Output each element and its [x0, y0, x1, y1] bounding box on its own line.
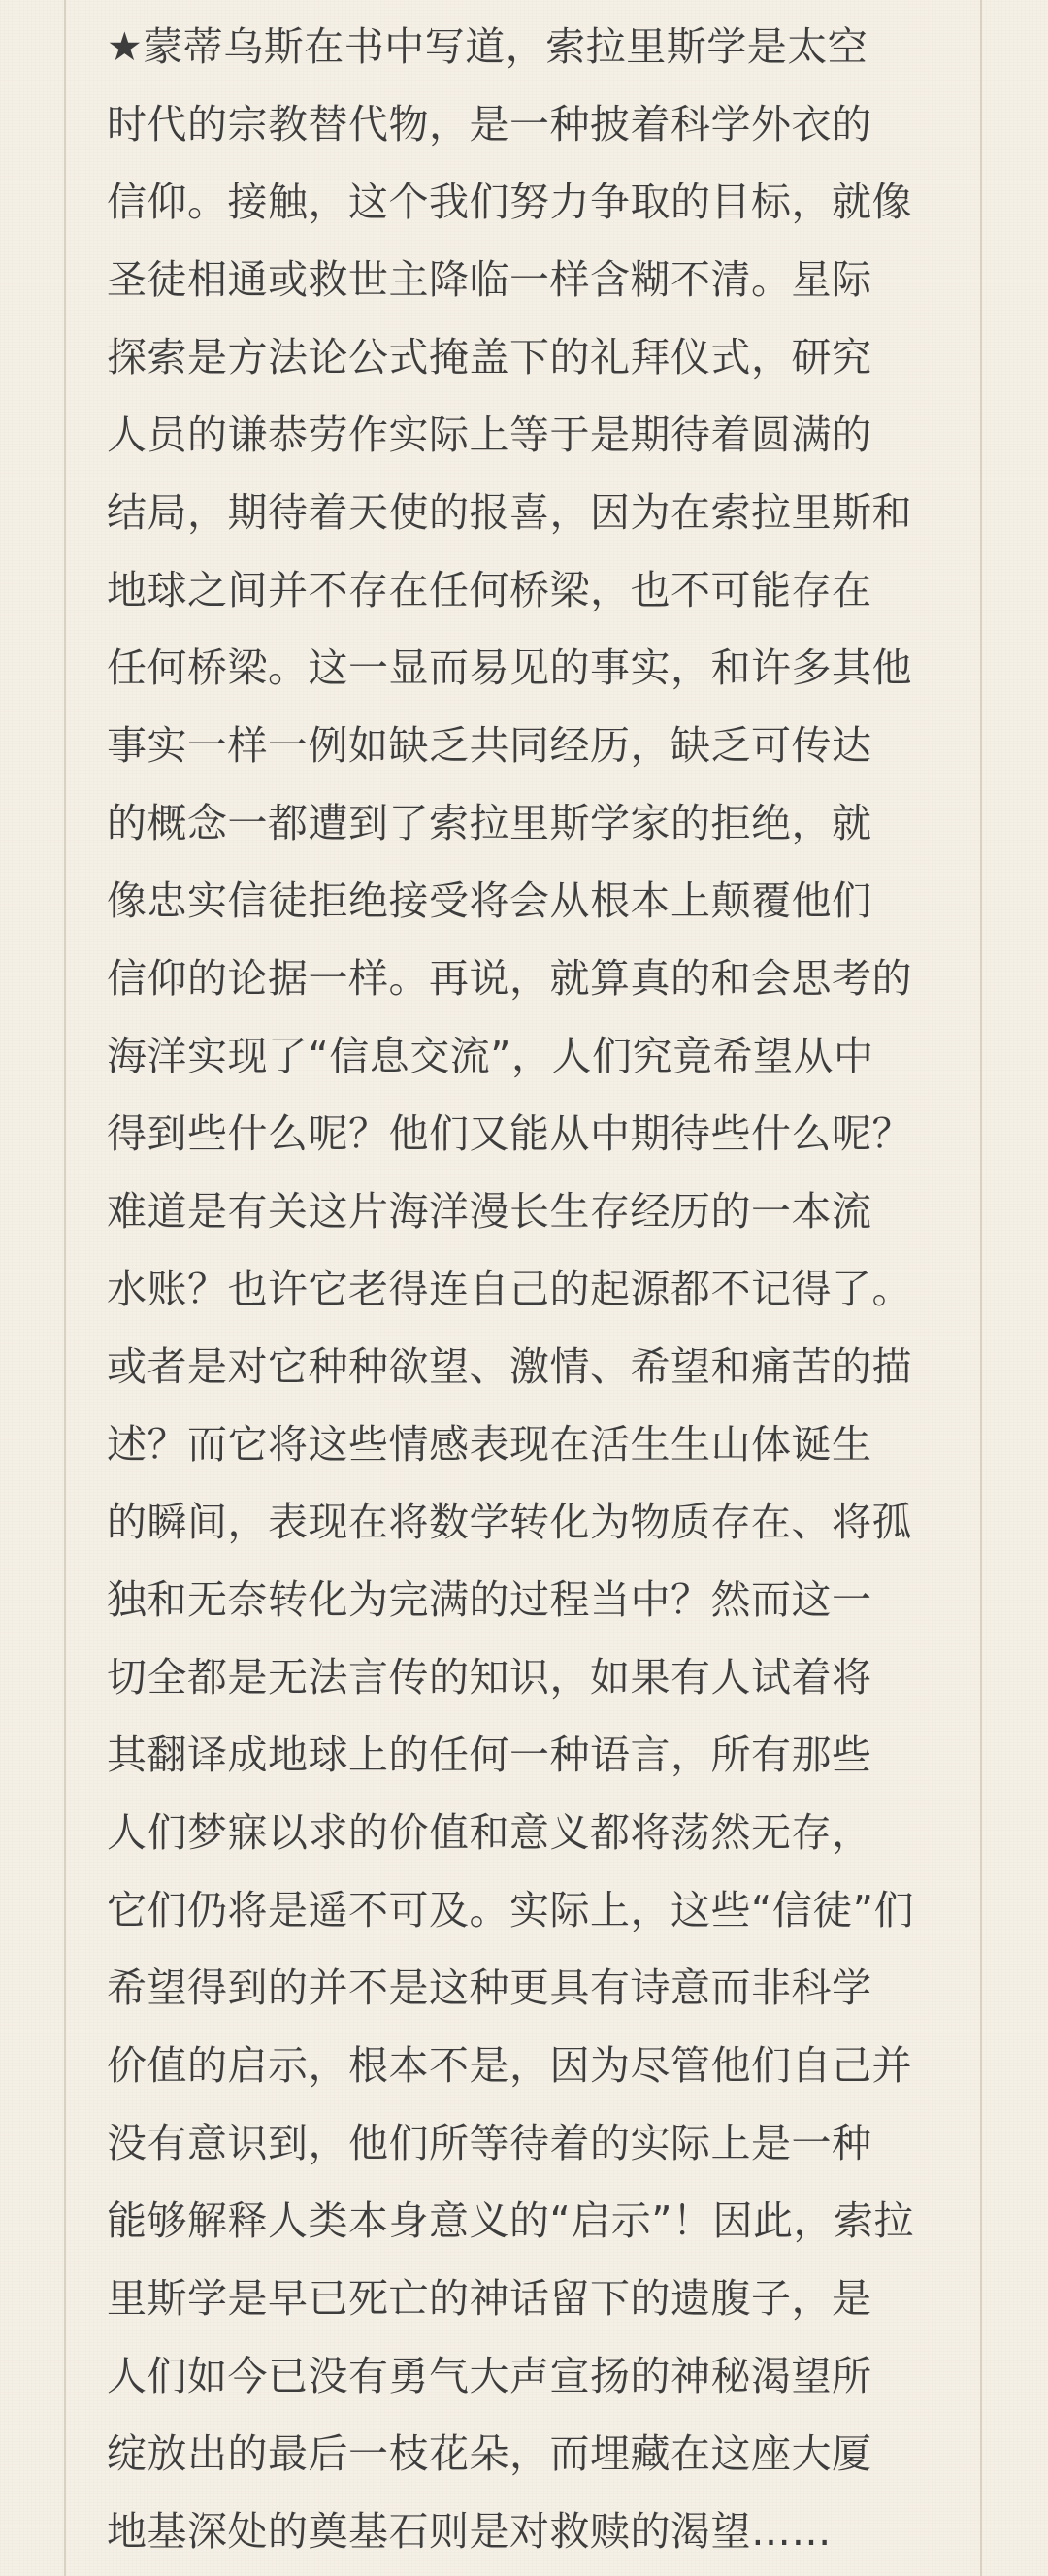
text-line: 信仰的论据一样。再说，就算真的和会思考的 [107, 955, 912, 1002]
paragraph [107, 0, 947, 2570]
text-line: 绽放出的最后一枝花朵，而埋藏在这座大厦 [107, 2430, 872, 2477]
text-line: 任何桥梁。这一显而易见的事实，和许多其他 [107, 644, 912, 691]
text-line: 的概念一都遭到了索拉里斯学家的拒绝，就 [107, 800, 872, 846]
text-line: 人们如今已没有勇气大声宣扬的神秘渴望所 [107, 2353, 872, 2399]
text-line: 结局，期待着天使的报喜，因为在索拉里斯和 [107, 489, 912, 536]
text-line: 价值的启示，根本不是，因为尽管他们自己并 [107, 2042, 912, 2089]
text-line: 地球之间并不存在任何桥梁，也不可能存在 [107, 567, 872, 613]
text-line: 像忠实信徒拒绝接受将会从根本上颠覆他们 [107, 877, 872, 924]
text-line: 没有意识到，他们所等待着的实际上是一种 [107, 2120, 872, 2166]
text-line: 人们梦寐以求的价值和意义都将荡然无存， [107, 1809, 872, 1856]
text-line: 它们仍将是遥不可及。实际上，这些“信徒”们 [107, 1887, 914, 1933]
text-line: 水账？也许它老得连自己的起源都不记得了。 [107, 1266, 912, 1312]
text-line: 时代的宗教替代物，是一种披着科学外衣的 [107, 101, 872, 148]
text-line: 得到些什么呢？他们又能从中期待些什么呢？ [107, 1110, 912, 1157]
text-line: 信仰。接触，这个我们努力争取的目标，就像 [107, 179, 912, 225]
text-line: 其翻译成地球上的任何一种语言，所有那些 [107, 1732, 872, 1778]
text-line: 事实一样一例如缺乏共同经历，缺乏可传达 [107, 722, 872, 769]
text-line: 地基深处的奠基石则是对救赎的渴望…… [107, 2508, 832, 2555]
text-line: 圣徒相通或救世主降临一样含糊不清。星际 [107, 256, 872, 303]
text-line: 里斯学是早已死亡的神话留下的遗腹子，是 [107, 2275, 872, 2322]
text-line: 人员的谦恭劳作实际上等于是期待着圆满的 [107, 412, 872, 458]
text-line: 切全都是无法言传的知识，如果有人试着将 [107, 1654, 872, 1701]
text-line: ★蒙蒂乌斯在书中写道，索拉里斯学是太空 [107, 23, 868, 70]
text-line: 独和无奈转化为完满的过程当中？然而这一 [107, 1576, 872, 1623]
text-line: 难道是有关这片海洋漫长生存经历的一本流 [107, 1188, 872, 1235]
text-line: 探索是方法论公式掩盖下的礼拜仪式，研究 [107, 334, 872, 380]
text-line: 述？而它将这些情感表现在活生生山体诞生 [107, 1421, 872, 1468]
text-line: 的瞬间，表现在将数学转化为物质存在、将孤 [107, 1499, 912, 1545]
text-line: 海洋实现了“信息交流”，人们究竟希望从中 [107, 1033, 874, 1079]
text-line: 希望得到的并不是这种更具有诗意而非科学 [107, 1965, 872, 2011]
text-line: 能够解释人类本身意义的“启示”！因此，索拉 [107, 2197, 914, 2244]
article-body [107, 0, 947, 2576]
text-line: 或者是对它种种欲望、激情、希望和痛苦的描 [107, 1343, 912, 1390]
